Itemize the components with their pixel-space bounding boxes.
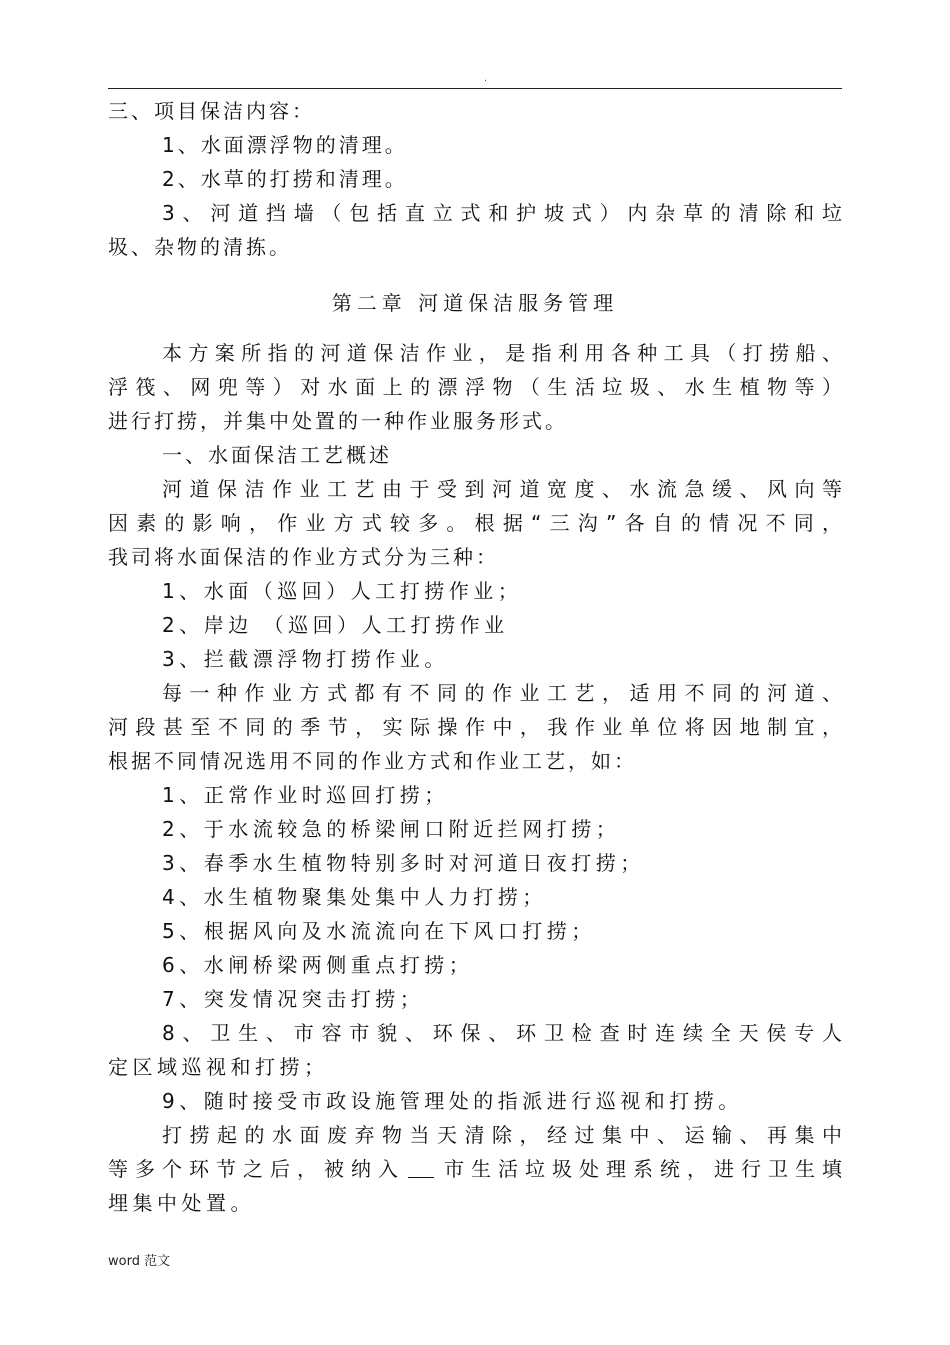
list-item: 8、卫生、市容市貌、环保、环卫检查时连续全天侯专人 xyxy=(162,1021,842,1045)
list-item: 4、水生植物聚集处集中人力打捞； xyxy=(162,885,547,909)
list-item: 5、根据风向及水流流向在下风口打捞； xyxy=(162,919,596,943)
paragraph-line: 河道保洁作业工艺由于受到河道宽度、水流急缓、风向等 xyxy=(162,477,842,501)
list-item: 7、突发情况突击打捞； xyxy=(162,987,425,1011)
header-rule xyxy=(108,88,842,89)
document-body xyxy=(108,94,842,1220)
paragraph-line: 每一种作业方式都有不同的作业工艺，适用不同的河道、 xyxy=(162,681,842,705)
paragraph-line: 进行打捞，并集中处置的一种作业服务形式。 xyxy=(108,409,568,433)
list-item: 3、拦截漂浮物打捞作业。 xyxy=(162,647,449,671)
paragraph-line: 本方案所指的河道保洁作业，是指利用各种工具（打捞船、 xyxy=(162,341,842,365)
list-item: 2、于水流较急的桥梁闸口附近拦网打捞； xyxy=(162,817,621,841)
footer-label: word 范文 xyxy=(108,1254,171,1269)
paragraph-line: 根据不同情况选用不同的作业方式和作业工艺，如： xyxy=(108,749,637,773)
list-item: 2、岸边 （巡回）人工打捞作业 xyxy=(162,613,509,637)
chapter-title: 第二章 河道保洁服务管理 xyxy=(331,291,619,315)
list-item: 1、水面（巡回）人工打捞作业； xyxy=(162,579,523,603)
list-item: 1、水面漂浮物的清理。 xyxy=(162,133,408,157)
paragraph-line: 河段甚至不同的季节，实际操作中，我作业单位将因地制宜， xyxy=(108,715,842,739)
header-mark: . xyxy=(484,73,488,84)
paragraph-line: 浮筏、网兜等）对水面上的漂浮物（生活垃圾、水生植物等） xyxy=(108,375,842,399)
list-item: 9、随时接受市政设施管理处的指派进行巡视和打捞。 xyxy=(162,1089,743,1113)
paragraph-line: 我司将水面保洁的作业方式分为三种： xyxy=(108,545,499,569)
section-heading: 三、项目保洁内容： xyxy=(108,99,315,123)
list-item: 3、春季水生植物特别多时对河道日夜打捞； xyxy=(162,851,645,875)
list-item: 2、水草的打捞和清理。 xyxy=(162,167,408,191)
closing-text-after-blank: 市生活垃圾处理系统，进行卫生填 xyxy=(437,1157,842,1181)
subsection-heading: 一、水面保洁工艺概述 xyxy=(162,443,392,467)
spacer xyxy=(108,320,842,336)
paragraph-line xyxy=(108,1152,842,1186)
list-item: 3、河道挡墙（包括直立式和护坡式）内杂草的清除和垃 xyxy=(162,201,842,225)
list-item: 1、正常作业时巡回打捞； xyxy=(162,783,449,807)
list-item-continuation: 定区域巡视和打捞； xyxy=(108,1055,329,1079)
paragraph-line: 打捞起的水面废弃物当天清除，经过集中、运输、再集中 xyxy=(162,1123,842,1147)
paragraph-line: 因素的影响，作业方式较多。根据“三沟”各自的情况不同， xyxy=(108,511,842,535)
closing-text-before-blank: 等多个环节之后，被纳入 xyxy=(108,1157,405,1181)
list-item-continuation: 圾、杂物的清拣。 xyxy=(108,235,292,259)
fill-in-blank xyxy=(408,1159,434,1178)
list-item: 6、水闸桥梁两侧重点打捞； xyxy=(162,953,474,977)
paragraph-line: 埋集中处置。 xyxy=(108,1191,255,1215)
